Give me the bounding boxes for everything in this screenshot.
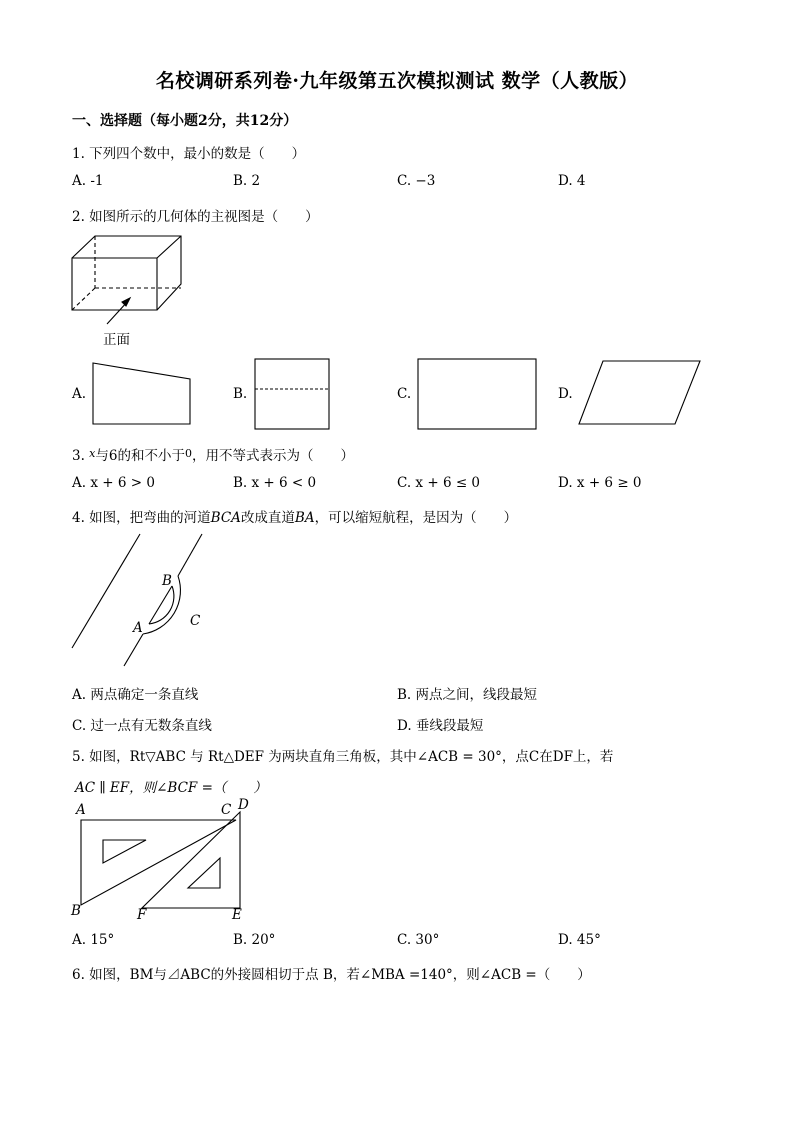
question-5-option-d[interactable]: D. 45° [558,932,601,948]
question-3-option-a[interactable]: A. x + 6 > 0 [72,475,155,491]
question-5-point-f: F [137,907,147,923]
question-5-point-e: E [232,907,242,923]
question-5-point-b: B [71,903,81,919]
question-4-stem: 4. 如图，把弯曲的河道BCA改成直道BA，可以缩短航程，是因为（ ） [72,510,518,526]
question-5-stem-line2: AC ∥ EF，则∠BCF =（ ） [75,780,267,796]
question-2-option-d[interactable]: D. [558,386,573,402]
question-5-point-c: C [221,802,232,818]
question-5-stem-line1: 5. 如图，Rt▽ABC 与 Rt△DEF 为两块直角三角板，其中∠ACB = 30°，点C在DF上，若 [72,749,614,765]
question-5-option-b[interactable]: B. 20° [233,932,276,948]
question-4-option-d[interactable]: D. 垂线段最短 [397,718,484,734]
section-heading: 一、选择题（每小题2分，共12分） [72,113,298,129]
question-1-option-c[interactable]: C. −3 [397,173,436,189]
question-4-option-a[interactable]: A. 两点确定一条直线 [72,687,199,703]
question-2-option-c-rectangle [417,358,537,430]
question-4-river-figure [68,532,208,672]
question-5-option-a[interactable]: A. 15° [72,932,115,948]
question-4-option-c[interactable]: C. 过一点有无数条直线 [72,718,212,734]
question-2-prism-figure [60,230,200,350]
question-2-option-a-trapezoid [92,362,192,426]
question-1-option-b[interactable]: B. 2 [233,173,261,189]
question-1-option-a[interactable]: A. -1 [72,173,104,189]
question-5-option-c[interactable]: C. 30° [397,932,440,948]
question-2-option-b-rect-dashed [254,358,330,430]
question-2-option-c[interactable]: C. [397,386,412,402]
question-3-option-d[interactable]: D. x + 6 ≥ 0 [558,475,642,491]
question-3-option-b[interactable]: B. x + 6 < 0 [233,475,317,491]
page-title: 名校调研系列卷·九年级第五次模拟测试 数学（人教版） [155,70,639,92]
question-5-triangles-figure [80,810,242,910]
question-2-option-b[interactable]: B. [233,386,248,402]
question-3-stem: 3. $^x$与6的和不小于$^0$，用不等式表示为（ ） [72,447,354,464]
question-6-stem: 6. 如图，BM与⊿ABC的外接圆相切于点 B，若∠MBA =140°，则∠ACB =（ ） [72,967,591,983]
question-3-option-c[interactable]: C. x + 6 ≤ 0 [397,475,481,491]
question-4-option-b[interactable]: B. 两点之间，线段最短 [397,687,538,703]
question-2-stem: 2. 如图所示的几何体的主视图是（ ） [72,209,319,225]
question-4-point-a: A [133,620,143,636]
question-4-point-b: B [162,573,172,589]
question-1-option-d[interactable]: D. 4 [558,173,586,189]
question-2-front-label: 正面 [103,332,130,348]
question-2-option-d-parallelogram [578,360,702,426]
question-4-point-c: C [190,613,201,629]
question-1-stem: 1. 下列四个数中，最小的数是（ ） [72,146,306,162]
question-5-point-a: A [76,802,86,818]
question-5-point-d: D [238,797,249,813]
question-2-option-a[interactable]: A. [72,386,87,402]
